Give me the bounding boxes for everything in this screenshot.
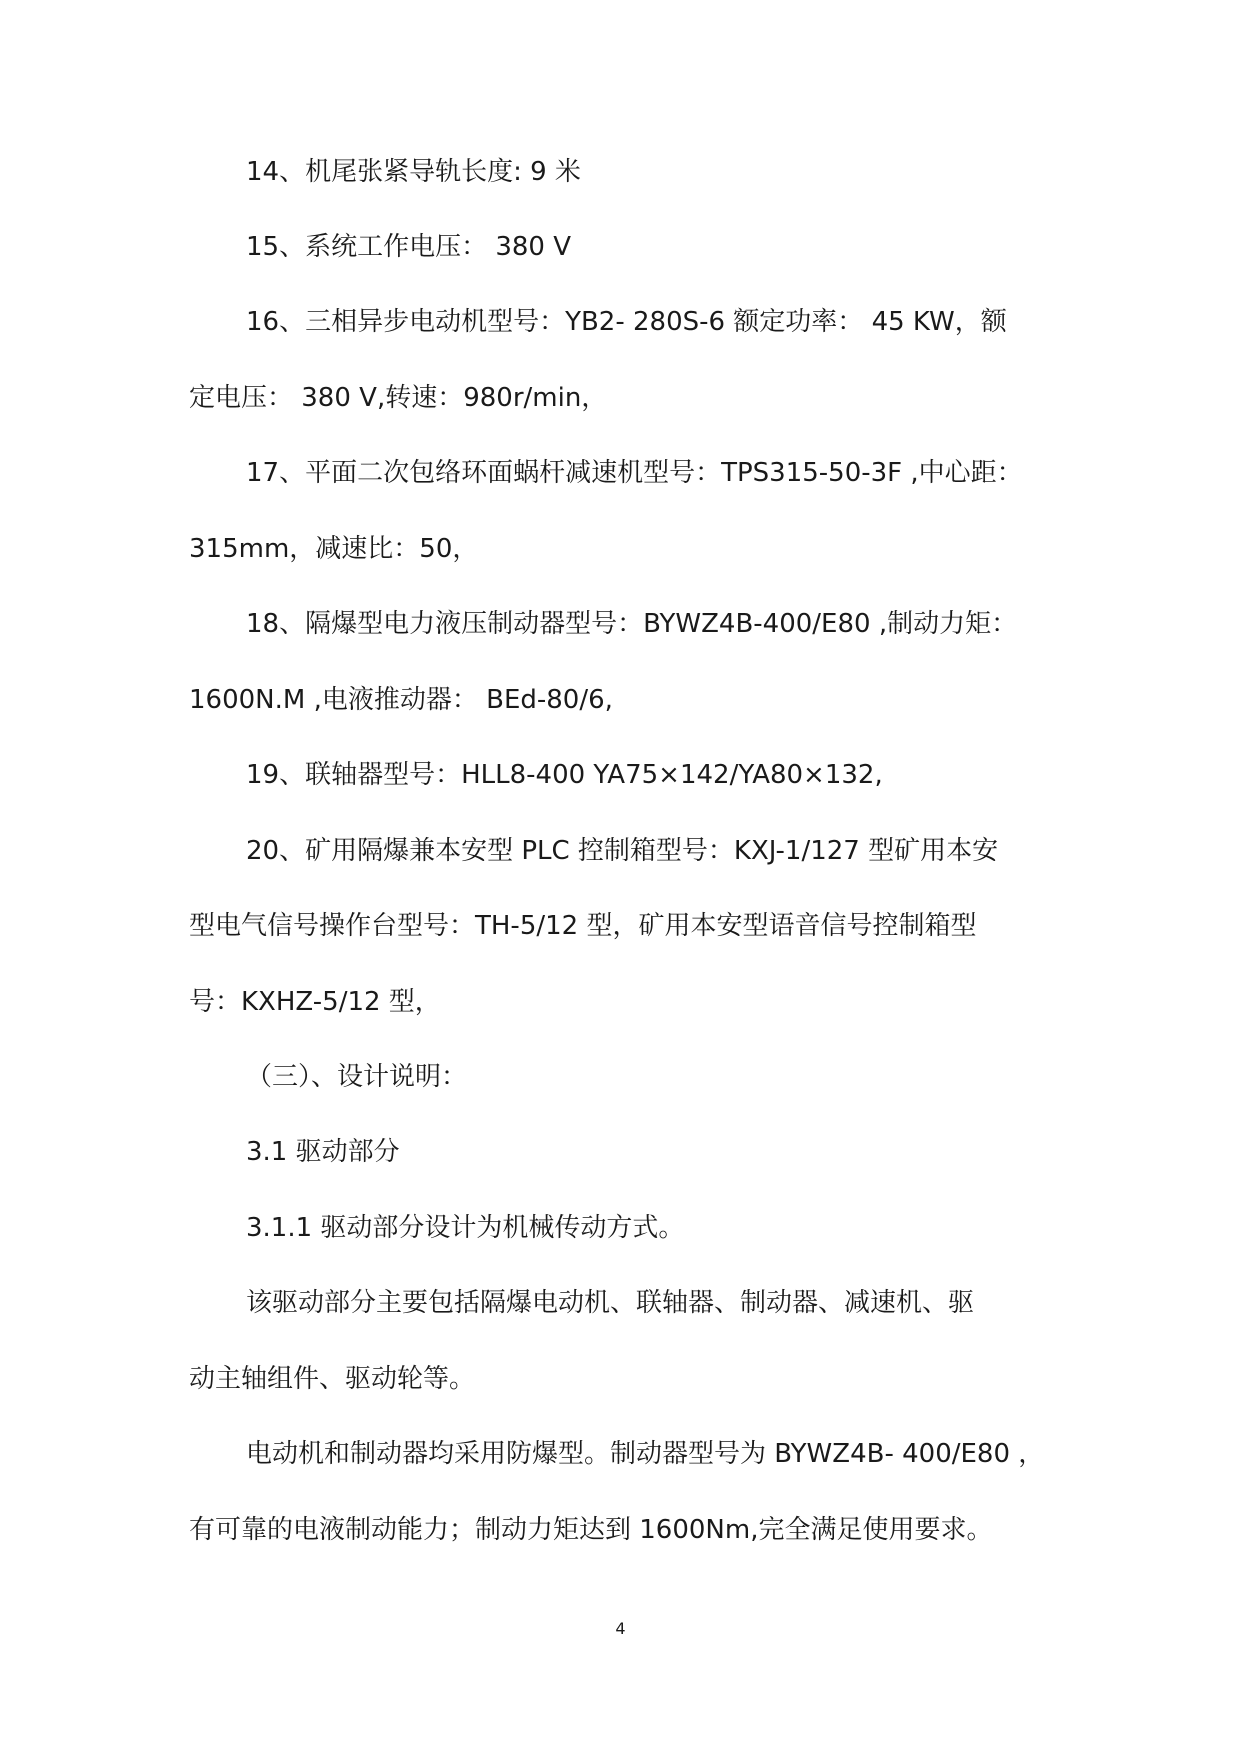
line-text: 3.1.1 驱动部分设计为机械传动方式。 <box>246 1213 685 1243</box>
line-text: 该驱动部分主要包括隔爆电动机、联轴器、制动器、减速机、驱 <box>246 1288 975 1318</box>
line-text: 15、系统工作电压： 380 V <box>246 232 572 262</box>
line-text: 电动机和制动器均采用防爆型。制动器型号为 BYWZ4B- 400/E80 ， <box>246 1439 1045 1469</box>
line-text: 19、联轴器型号：HLL8-400 YA75×142/YA80×132, <box>246 760 883 790</box>
line-text: 20、矿用隔爆兼本安型 PLC 控制箱型号：KXJ-1/127 型矿用本安 <box>246 836 999 866</box>
line-text: 型电气信号操作台型号：TH-5/12 型，矿用本安型语音信号控制箱型 <box>189 911 977 941</box>
line-text: 定电压： 380 V,转速：980r/min， <box>189 383 608 413</box>
line-text: 18、隔爆型电力液压制动器型号：BYWZ4B-400/E80 ,制动力矩： <box>246 609 1018 639</box>
line-text: （三）、设计说明： <box>246 1062 468 1092</box>
line-text: 有可靠的电液制动能力；制动力矩达到 1600Nm,完全满足使用要求。 <box>189 1515 993 1545</box>
line-text: 1600N.M ,电液推动器： BEd-80/6, <box>189 685 613 715</box>
line-text: 动主轴组件、驱动轮等。 <box>189 1364 476 1394</box>
page-number: 4 <box>615 1619 626 1638</box>
line-text: 315mm，减速比：50， <box>189 534 479 564</box>
line-text: 号：KXHZ-5/12 型， <box>189 987 441 1017</box>
line-text: 17、平面二次包络环面蜗杆减速机型号：TPS315-50-3F ,中心距： <box>246 458 1023 488</box>
line-text: 16、三相异步电动机型号：YB2- 280S-6 额定功率： 45 KW，额 <box>246 307 1007 337</box>
line-text: 3.1 驱动部分 <box>246 1137 400 1167</box>
line-text: 14、机尾张紧导轨长度: 9 米 <box>246 157 581 187</box>
